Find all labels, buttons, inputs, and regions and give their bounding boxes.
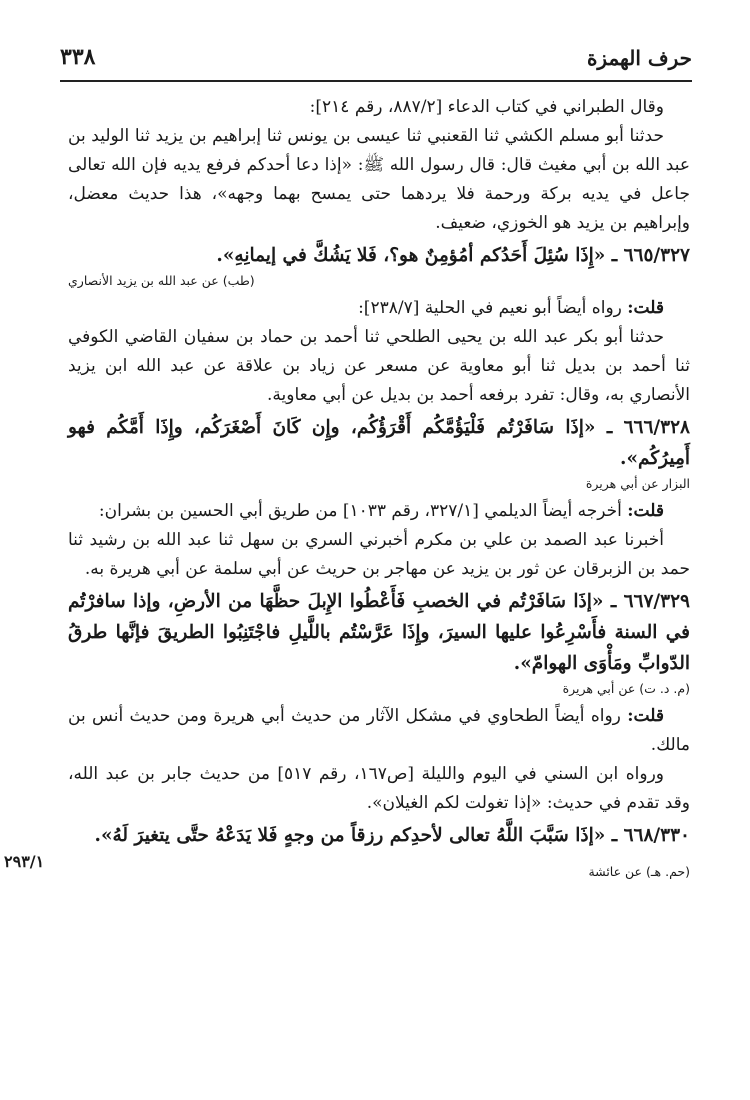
hadith-text: ٦٦٥/٣٢٧ ـ «إِذَا سُئِلَ أَحَدُكم أمُؤمِنٌ هو؟، فَلا يَشُكَّ في إيمانِهِ». — [216, 245, 690, 266]
paragraph — [68, 294, 690, 323]
paragraph: ورواه ابن السني في اليوم والليلة [ص١٦٧، رقم ٥١٧] من حديث جابر بن عبد الله، وقد تقدم في حديث: «إذا تغولت لكم الغيلان». — [68, 764, 690, 813]
paragraph: أخبرنا عبد الصمد بن علي بن مكرم أخبرني السري بن سهل ثنا عبد الله بن رشيد ثنا حمد بن الزبرقان عن ثور بن يزيد عن مهاجر بن حريث عن أبي سلمة عن أبي هريرة به. — [68, 530, 690, 579]
paragraph: وقال الطبراني في كتاب الدعاء [٨٨٧/٢، رقم ٢١٤]: — [309, 97, 664, 117]
hadith-source: (طب) عن عبد الله بن يزيد الأنصاري — [68, 273, 255, 288]
qultu-label: قلت: — [627, 501, 664, 521]
qultu-label: قلت: — [627, 298, 664, 318]
page-content — [68, 93, 690, 885]
hadith-text: ٦٦٧/٣٢٩ ـ «إذَا سَافَرْتُم في الخصبِ فَأَعْطُوا الإِبلَ حظَّهَا من الأرضِ، وإذا سافرْتُم في السنة فأَسْرِعُوا عليها السيرَ، وإِذَا عَرَّسْتُم باللَّيلِ فاجْتَنِبُوا الطريقَ فإنَّها طرقُ الدّوابِّ ومَأْوَى الهوامّ». — [68, 591, 690, 674]
paragraph — [68, 702, 690, 760]
chapter-title: حرف الهمزة — [586, 46, 692, 70]
paragraph: حدثنا أبو مسلم الكشي ثنا القعنبي ثنا عيسى بن يونس ثنا إبراهيم بن يزيد ثنا الوليد بن عبد الله بن أبي مغيث قال: قال رسول الله ﷺ: «إذا دعا أحدكم فرفع يديه فإن الله تعالى جاعل في يديه بركة ورحمة فلا يردهما حتى يمسح بهما وجهه»، هذا حديث معضل، وإبراهيم بن يزيد هو الخوزي، ضعيف. — [68, 126, 690, 233]
margin-note: ٢٩٣/١ — [4, 852, 45, 871]
paragraph-text: أخرجه أيضاً الديلمي [٣٢٧/١، رقم ١٠٣٣] من طريق أبي الحسين بن بشران: — [98, 501, 628, 521]
qultu-label: قلت: — [627, 706, 664, 726]
page-header — [60, 40, 692, 82]
hadith-source: (م. د. ت) عن أبي هريرة — [562, 681, 690, 696]
paragraph-text: رواه أيضاً أبو نعيم في الحلية [٢٣٨/٧]: — [358, 298, 628, 318]
paragraph-text: رواه أيضاً الطحاوي في مشكل الآثار من حديث أبي هريرة ومن حديث أنس بن مالك. — [68, 706, 690, 755]
hadith-text: ٦٦٨/٣٣٠ ـ «إذَا سَبَّبَ اللَّهُ تعالى لأحدِكم رزقاً من وجهٍ فَلا يَدَعْهُ حتَّى يتغيرَ لَهُ». — [94, 825, 690, 846]
page-number: ٣٣٨ — [60, 44, 96, 70]
hadith-text: ٦٦٦/٣٢٨ ـ «إذَا سَافَرْتُم فَلْيَؤُمَّكُم أَقْرَؤُكُم، وإِن كَانَ أَصْغَرَكُم، وإِذَا أَمَّكُم فهو أَمِيرُكُم». — [68, 417, 690, 469]
paragraph: حدثنا أبو بكر عبد الله بن يحيى الطلحي ثنا أحمد بن حماد بن سفيان القاضي الكوفي ثنا أحمد بن بديل ثنا أبو معاوية عن مسعر عن زياد بن علاقة عن عبد الله ابن يزيد الأنصاري به، وقال: تفرد برفعه أحمد بن بديل عن أبي معاوية. — [68, 327, 690, 405]
hadith-source: (حم. هـ) عن عائشة — [588, 864, 690, 879]
hadith-source: البزار عن أبي هريرة — [585, 476, 690, 491]
paragraph — [68, 497, 690, 526]
